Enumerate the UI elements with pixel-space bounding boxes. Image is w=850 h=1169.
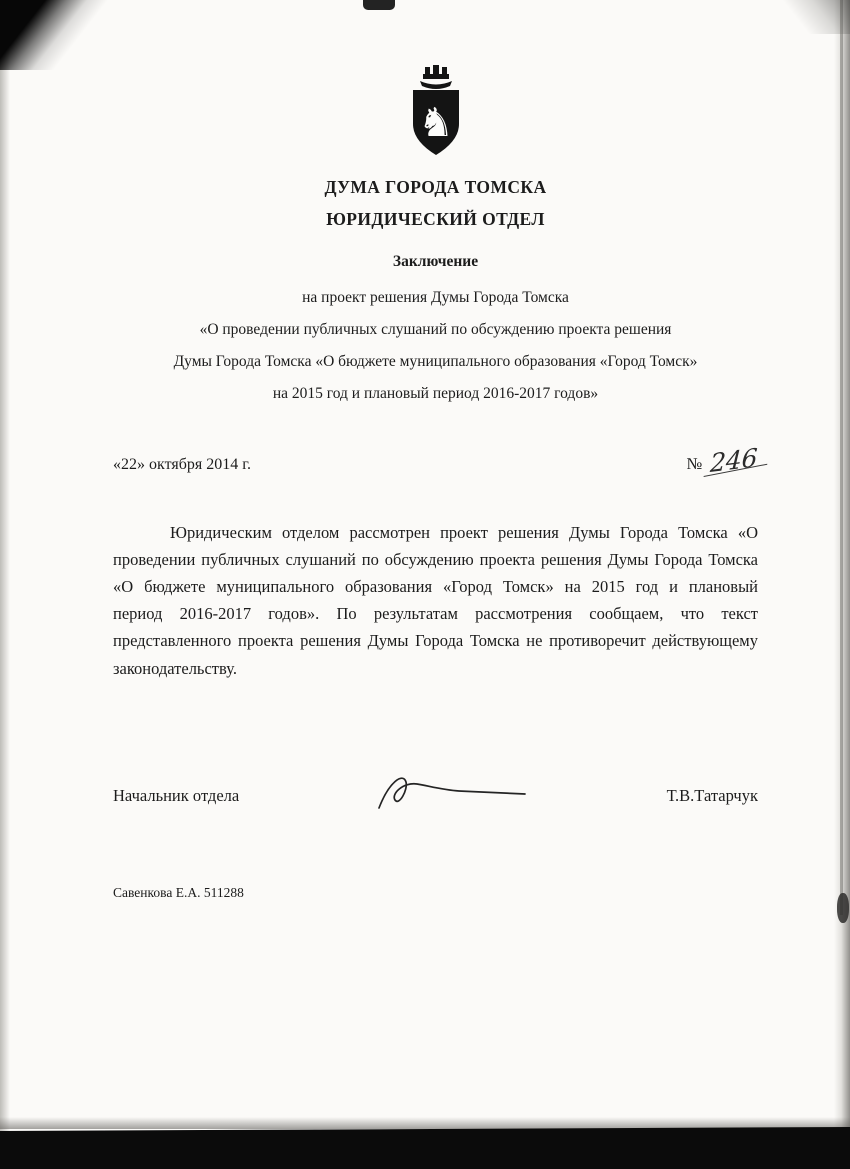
handwritten-signature-icon: [373, 770, 533, 818]
document-subtitle-line: на проект решения Думы Города Томска: [302, 288, 569, 306]
signer-name: Т.В.Татарчук: [666, 786, 758, 806]
date-and-number-row: [113, 442, 759, 478]
document-subtitle-line: Думы Города Томска «О бюджете муниципального образования «Город Томск»: [173, 352, 698, 370]
department-name: ЮРИДИЧЕСКИЙ ОТДЕЛ: [326, 208, 545, 229]
signer-title: Начальник отдела: [113, 786, 240, 806]
svg-text:♞: ♞: [417, 100, 454, 146]
document-date: «22» октября 2014 г.: [113, 455, 251, 473]
emblem-container: [113, 62, 758, 164]
document-subtitle-line: «О проведении публичных слушаний по обсуждению проекта решения: [199, 320, 672, 338]
organization-name: ДУМА ГОРОДА ТОМСКА: [324, 177, 547, 197]
body-paragraph: Юридическим отделом рассмотрен проект решения Думы Города Томска «О проведении публичных слушаний по обсуждению проекта решения Думы Города Томска «О бюджете муниципального образования «Город Томск» на 2015 год и плановый период 2016-2017 годов». По результатам рассмотрения сообщаем, что текст представленного проекта решения Думы Города Томска не противоречит действующему законодательству.: [113, 522, 758, 678]
scan-artifact-bottom-fade: [0, 1117, 850, 1129]
handwritten-number: 246: [709, 442, 759, 478]
signature-container: [239, 770, 666, 823]
document-title: Заключение: [392, 252, 479, 270]
document-number: [686, 442, 759, 478]
document-subtitle-line: на 2015 год и плановый период 2016-2017 годов»: [272, 384, 599, 402]
executor-note: Савенкова Е.А. 511288: [113, 884, 244, 900]
tomsk-coat-of-arms-icon: [405, 62, 467, 159]
number-sign: №: [686, 453, 703, 473]
signature-row: [113, 770, 758, 823]
scan-artifact-bottom-edge: [0, 1127, 850, 1169]
